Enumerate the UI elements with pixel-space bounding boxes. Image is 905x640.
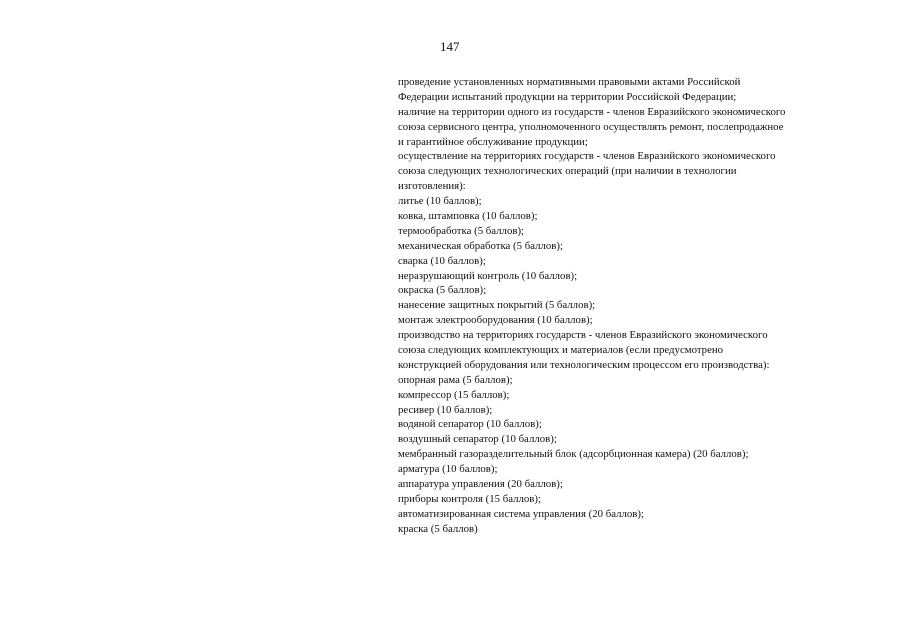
text-line: осуществление на территориях государств - членов Евразийского экономического xyxy=(398,150,776,163)
list-item: опорная рама (5 баллов); xyxy=(398,373,513,386)
list-item: водяной сепаратор (10 баллов); xyxy=(398,418,542,431)
text-line: союза сервисного центра, уполномоченного осуществлять ремонт, послепродажное xyxy=(398,120,784,133)
text-line: производство на территориях государств - членов Евразийского экономического xyxy=(398,329,768,342)
text-line: проведение установленных нормативными правовыми актами Российской xyxy=(398,76,741,88)
list-item: приборы контроля (15 баллов); xyxy=(398,492,541,505)
document-body xyxy=(398,75,878,537)
text-line: изготовления): xyxy=(398,180,466,193)
page-number: 147 xyxy=(440,39,460,54)
list-item: аппаратура управления (20 баллов); xyxy=(398,478,563,491)
text-line: союза следующих комплектующих и материалов (если предусмотрено xyxy=(398,344,724,357)
list-item: ресивер (10 баллов); xyxy=(398,403,493,416)
list-item: воздушный сепаратор (10 баллов); xyxy=(398,433,557,446)
list-item: ковка, штамповка (10 баллов); xyxy=(398,210,538,223)
list-item: сварка (10 баллов); xyxy=(398,254,486,267)
text-line: союза следующих технологических операций (при наличии в технологии xyxy=(398,165,737,178)
text-line: и гарантийное обслуживание продукции; xyxy=(398,135,588,148)
list-item: арматура (10 баллов); xyxy=(398,463,498,476)
text-line: конструкцией оборудования или технологическим процессом его производства): xyxy=(398,358,770,371)
text-line: наличие на территории одного из государств - членов Евразийского экономического xyxy=(398,105,786,118)
list-item: мембранный газоразделительный блок (адсорбционная камера) (20 баллов); xyxy=(398,448,749,461)
list-item: краска (5 баллов) xyxy=(398,522,478,535)
list-item: компрессор (15 баллов); xyxy=(398,388,510,401)
list-item: монтаж электрооборудования (10 баллов); xyxy=(398,314,593,327)
text-line: Федерации испытаний продукции на территории Российской Федерации; xyxy=(398,90,737,103)
list-item: механическая обработка (5 баллов); xyxy=(398,239,563,252)
list-item: литье (10 баллов); xyxy=(398,195,482,208)
list-item: нанесение защитных покрытий (5 баллов); xyxy=(398,299,596,312)
list-item: окраска (5 баллов); xyxy=(398,284,487,297)
list-item: неразрушающий контроль (10 баллов); xyxy=(398,269,578,282)
list-item: термообработка (5 баллов); xyxy=(398,224,525,237)
list-item: автоматизированная система управления (20 баллов); xyxy=(398,507,644,520)
